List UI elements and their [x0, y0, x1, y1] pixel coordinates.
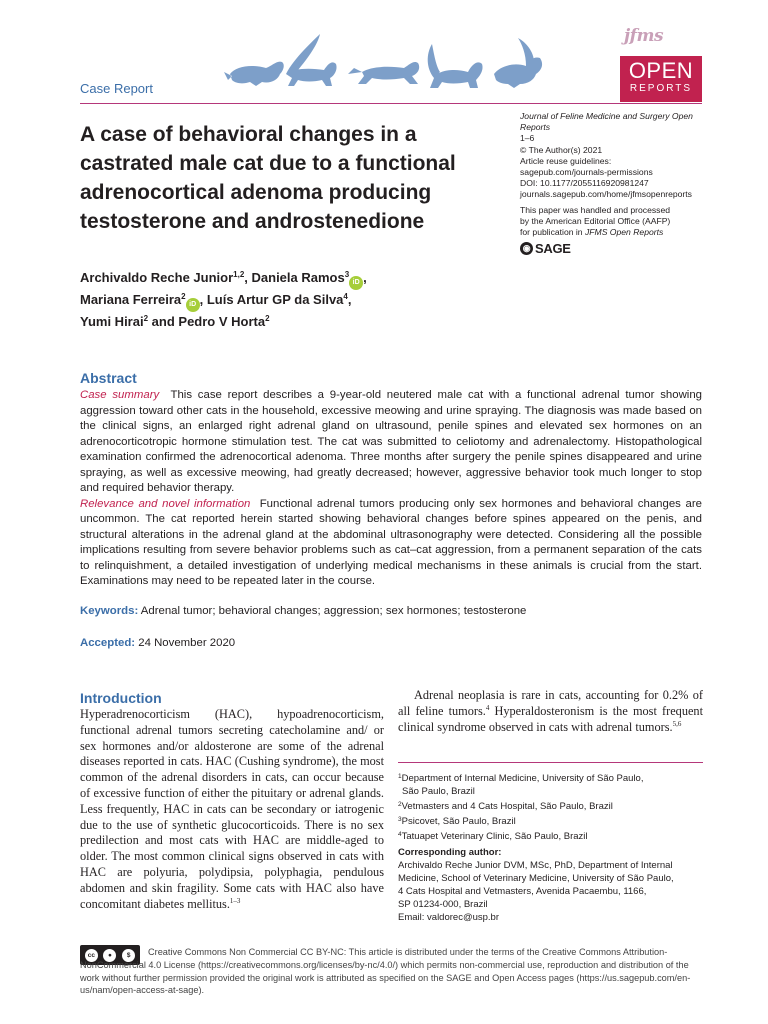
citation-ref[interactable]: 4 — [485, 703, 490, 712]
introduction-right-column — [398, 688, 703, 735]
cat-silhouette-5 — [494, 38, 542, 88]
handled-line-2: by the American Editorial Office (AAFP) — [520, 215, 671, 226]
handled-journal: JFMS Open Reports — [584, 227, 664, 238]
affiliation-sup: 2 — [398, 801, 402, 809]
sage-icon: ◉ — [520, 242, 533, 255]
intro-paragraph-1: Hyperadrenocorticism (HAC), hypoadrenocorticism, functional adrenal tumors secreting catecholamine and/ or sex hormones and/or aldosterone are some of the adrenal diseases reported in cats. HAC (Cushing syndrome), the most common of the adrenal disorders in cats, can occur because of excessive function of either the pituitary or adrenal glands. Less frequently, HAC in cats can be secondary or iatrogenic due to the use of synthetic glucocorticoids. There is no sex predilection and most cats with HAC are middle-aged to older. The most common clinical signs observed in cats with HAC are polyuria, polydipsia, polyphagia, pendulous abdomen and skin fragility. Some cats with HAC also have concomitant diabetes mellitus. — [80, 707, 384, 911]
nc-icon: $ — [122, 949, 135, 962]
introduction-heading: Introduction — [80, 690, 162, 706]
orcid-icon[interactable]: iD — [186, 298, 200, 312]
affiliation-text: Department of Internal Medicine, University of São Paulo, — [401, 773, 644, 784]
author-name: Luís Artur GP da Silva — [206, 292, 344, 307]
corresponding-line: 4 Cats Hospital and Vetmasters, Avenida Pacaembu, 1166, — [398, 886, 647, 898]
running-cats-banner — [222, 30, 552, 100]
case-summary-label: Case summary — [80, 389, 160, 401]
affiliations-rule — [398, 762, 703, 763]
citation-ref[interactable]: 5,6 — [672, 719, 682, 728]
accepted-label: Accepted: — [80, 637, 136, 649]
reuse-label: Article reuse guidelines: — [520, 155, 612, 166]
accepted-value: 24 November 2020 — [138, 637, 236, 649]
author-and: and — [151, 314, 175, 329]
license-text: Creative Commons Non Commercial CC BY-NC: This article is distributed under the terms of the Creative Commons Attribution-NonCommercial 4.0 License (https://creativecommons.org/licenses/by-nc/4.0/) which permits non-commercial use, reproduction and distribution of the work without further permission provided the original work is attributed as specified on the SAGE and Open Access pages (https://us.sagepub.com/en-us/nam/open-access-at-sage). — [80, 947, 691, 996]
logo-jfms-text: jfms — [624, 26, 664, 46]
journal-metadata — [520, 111, 710, 238]
introduction-left-column — [80, 707, 384, 912]
page-range: 1–6 — [520, 133, 535, 144]
author-list: Archivaldo Reche Junior$^{1,2}$, Daniela Ramos$^3$iD , Mariana Ferreira$^2$iD , Luís Artur GP da Silva$^4$, Yumi Hirai$^2$ and Pedro V Horta$^2$ — [80, 270, 367, 329]
keywords-label: Keywords: — [80, 605, 139, 617]
author-affil-sup: 2 — [265, 314, 270, 323]
by-icon: ● — [103, 949, 116, 962]
logo-reports-text: REPORTS — [629, 83, 693, 94]
jfms-open-reports-logo — [620, 26, 702, 102]
author-affil-sup: 2 — [181, 292, 186, 301]
sage-logo — [520, 241, 571, 256]
intro-paragraph-2b: Hyperaldosteronism is the most frequent clinical syndrome observed in cats with adrenal tumors. — [398, 703, 703, 734]
corresponding-line: Medicine, School of Veterinary Medicine, University of São Paulo, — [398, 873, 674, 885]
handled-line-3 — [520, 227, 710, 238]
case-summary-text: This case report describes a 9-year-old neutered male cat with a functional adrenal tumor showing aggression toward other cats in the household, excessive meowing and urine spraying. The diagnosis was made based on the clinical signs, an enlarged right adrenal gland on ultrasound, penile spines and elevated sex hormones on an adrenocorticotropic hormone stimulation test. The cat was submitted to celiotomy and adrenalectomy. Histopathological examination confirmed the adrenocortical adenoma. Three months after surgery the penile spines disappeared and urine spraying, as well as excessive meowing, had greatly decreased; however, aggressive behavior took much longer to stop and required behavior therapy. — [80, 389, 702, 494]
handled-line-1: This paper was handled and processed — [520, 204, 671, 215]
author-affil-sup: 1,2 — [233, 270, 245, 279]
relevance-paragraph — [80, 497, 702, 590]
author-affil-sup: 3 — [344, 270, 350, 279]
affiliation-item — [398, 785, 703, 798]
journal-home-link[interactable]: journals.sagepub.com/home/jfmsopenreports — [520, 189, 692, 200]
section-label: Case Report — [80, 81, 153, 96]
author-affil-sup: 4 — [343, 292, 348, 301]
corresponding-line: SP 01234-000, Brazil — [398, 899, 488, 911]
keywords-text: Adrenal tumor; behavioral changes; aggression; sex hormones; testosterone — [140, 605, 527, 617]
cat-silhouette-1 — [224, 62, 284, 86]
corresponding-label: Corresponding author: — [398, 847, 502, 858]
corresponding-author — [398, 846, 708, 925]
relevance-label: Relevance and novel information — [80, 497, 251, 510]
affiliation-item — [398, 798, 703, 813]
affiliation-sup: 4 — [398, 831, 402, 839]
cat-silhouette-3 — [348, 62, 419, 84]
author-name: Daniela Ramos — [251, 270, 345, 285]
author-name: Pedro V Horta — [178, 314, 266, 329]
abstract-body — [80, 388, 702, 590]
reuse-link[interactable]: sagepub.com/journals-permissions — [520, 167, 653, 178]
citation-ref[interactable]: 1–3 — [229, 896, 241, 905]
cat-silhouette-4 — [428, 44, 483, 88]
article-title: A case of behavioral changes in a castrated male cat due to a functional adrenocortical adenoma producing testosterone and androstenedione — [80, 123, 456, 233]
journal-name: Journal of Feline Medicine and Surgery Open Reports — [520, 111, 693, 133]
author-affil-sup: 2 — [143, 314, 149, 323]
affiliations — [398, 770, 703, 843]
affiliation-item — [398, 770, 703, 785]
doi-link[interactable]: DOI: 10.1177/2055116920981247 — [520, 178, 649, 189]
sage-text: SAGE — [535, 241, 571, 256]
affiliation-sup: 3 — [398, 816, 402, 824]
affiliation-item — [398, 813, 703, 828]
affiliation-text: Tatuapet Veterinary Clinic, São Paulo, Brazil — [401, 831, 588, 843]
keywords — [80, 604, 702, 619]
author-name: Yumi Hirai — [80, 314, 144, 329]
cc-icon: cc — [85, 949, 98, 962]
corresponding-line: Archivaldo Reche Junior DVM, MSc, PhD, Department of Internal — [398, 860, 673, 872]
affiliation-text: São Paulo, Brazil — [402, 786, 475, 798]
affiliation-sup: 1 — [398, 773, 402, 780]
author-name: Mariana Ferreira — [80, 292, 182, 307]
case-summary-paragraph — [80, 388, 702, 497]
orcid-icon[interactable]: iD — [349, 276, 363, 290]
logo-open-text: OPEN — [628, 58, 694, 83]
header-rule — [80, 103, 702, 104]
intro-paragraph-2a: Adrenal neoplasia is rare in cats, accounting for 0.2% of all feline tumors. — [398, 688, 703, 718]
cat-silhouette-2 — [286, 34, 337, 86]
handled-prefix: for publication in — [520, 227, 585, 238]
abstract-heading: Abstract — [80, 370, 137, 386]
logo-box — [620, 56, 702, 102]
author-name: Archivaldo Reche Junior — [80, 270, 234, 285]
relevance-text: Functional adrenal tumors producing only sex hormones and behavioral changes are uncommon. The cat reported herein started showing behavioral changes before spines appeared on the penis, and structural alterations in the adrenal gland at the abdominal ultrasonography were detected. Considering all the possible implications resulting from severe behavior problems such as cat–cat aggression, from a permanent separation of the cats to relinquishment, a detailed investigation of underlying medical mechanisms in these animals is crucial from the start. Examinations may need to be repeated later in the course. — [80, 497, 702, 587]
affiliation-text: Psicovet, São Paulo, Brazil — [401, 816, 516, 828]
accepted-date — [80, 636, 235, 651]
corresponding-email[interactable]: Email: valdorec@usp.br — [398, 912, 499, 924]
affiliation-item — [398, 828, 703, 843]
copyright: © The Author(s) 2021 — [520, 144, 603, 155]
affiliation-text: Vetmasters and 4 Cats Hospital, São Paulo, Brazil — [401, 801, 613, 813]
